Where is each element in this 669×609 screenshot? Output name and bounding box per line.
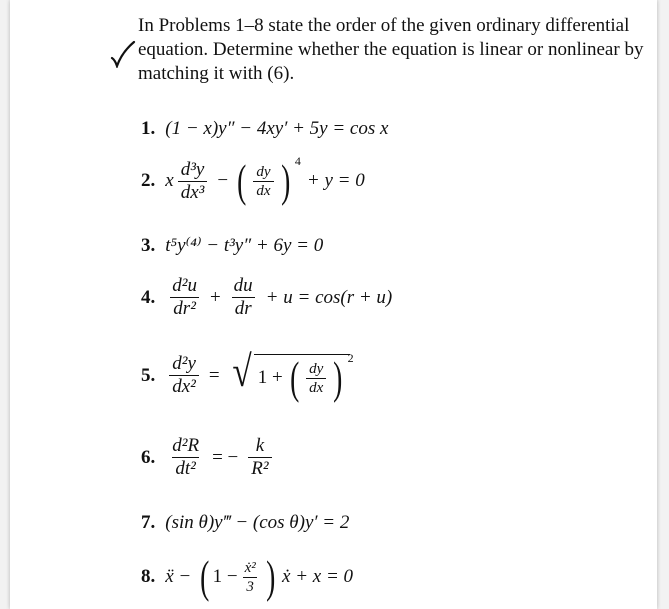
equation-rest: + u = cos(r + u) — [265, 286, 393, 308]
parenthesized-term: ( 1 − $\frac{\text{ẋ²}}{3}$ ) — [200, 551, 275, 602]
parenthesized-derivative: ( $\frac{dy}{dx}$ ) 4 — [237, 154, 301, 206]
equation: t⁵y⁽⁴⁾ − t³y″ + 6y = 0 — [165, 235, 324, 256]
checkmark-icon — [110, 40, 136, 68]
problem-4 — [141, 276, 392, 319]
problem-number: 6. — [141, 446, 156, 468]
operator: = − — [212, 446, 239, 468]
derivative-fraction: $\frac{\text{d²u}}{\text{dr²}}$ — [172, 275, 197, 319]
radical-sign-icon: √ — [232, 347, 252, 396]
textbook-page — [10, 0, 657, 609]
problem-8 — [141, 551, 354, 602]
equation: (1 − x)y″ − 4xy′ + 5y = cos x — [165, 118, 389, 139]
problem-number: 8. — [141, 566, 156, 587]
problem-6 — [141, 436, 276, 479]
exponent: 2 — [347, 351, 354, 365]
problem-number: 1. — [141, 118, 156, 139]
problem-3 — [141, 234, 323, 257]
problem-1 — [141, 118, 388, 140]
equation-coefficient: x — [165, 170, 174, 191]
equation-rest: + y = 0 — [306, 170, 365, 191]
problem-number: 5. — [141, 364, 156, 386]
problem-number: 3. — [141, 234, 156, 256]
exponent: 4 — [294, 154, 301, 168]
derivative-fraction: $\frac{du}{dr}$ — [233, 275, 253, 319]
equation-rest: ẋ + x = 0 — [282, 566, 354, 587]
equation-lead: ẍ − — [165, 566, 192, 587]
problem-5 — [141, 347, 354, 403]
derivative-fraction: $\frac{\text{d³y}}{\text{dx³}}$ — [178, 160, 208, 203]
problem-number: 2. — [141, 170, 156, 191]
problem-number: 7. — [141, 512, 156, 533]
derivative-fraction: $\frac{\text{d²y}}{\text{dx²}}$ — [169, 354, 199, 397]
operator: = — [208, 364, 220, 386]
fraction: $\frac{k}{\text{R²}}$ — [248, 436, 271, 479]
operator: + — [209, 286, 221, 308]
problem-7 — [141, 512, 349, 534]
problem-instructions: In Problems 1–8 state the order of the given ordinary differential equation. Determine whether the equation is linear or nonlinear by matching it with (6). — [138, 15, 644, 84]
problem-2 — [141, 154, 365, 206]
problem-number: 4. — [141, 286, 156, 308]
equation: (sin θ)y‴ − (cos θ)y′ = 2 — [165, 512, 350, 533]
derivative-fraction: $\frac{\text{d²R}}{\text{dt²}}$ — [172, 435, 200, 479]
square-root: √ 1 + ( $\frac{dy}{dx}$ ) 2 — [232, 347, 354, 403]
operator: − — [217, 170, 229, 191]
